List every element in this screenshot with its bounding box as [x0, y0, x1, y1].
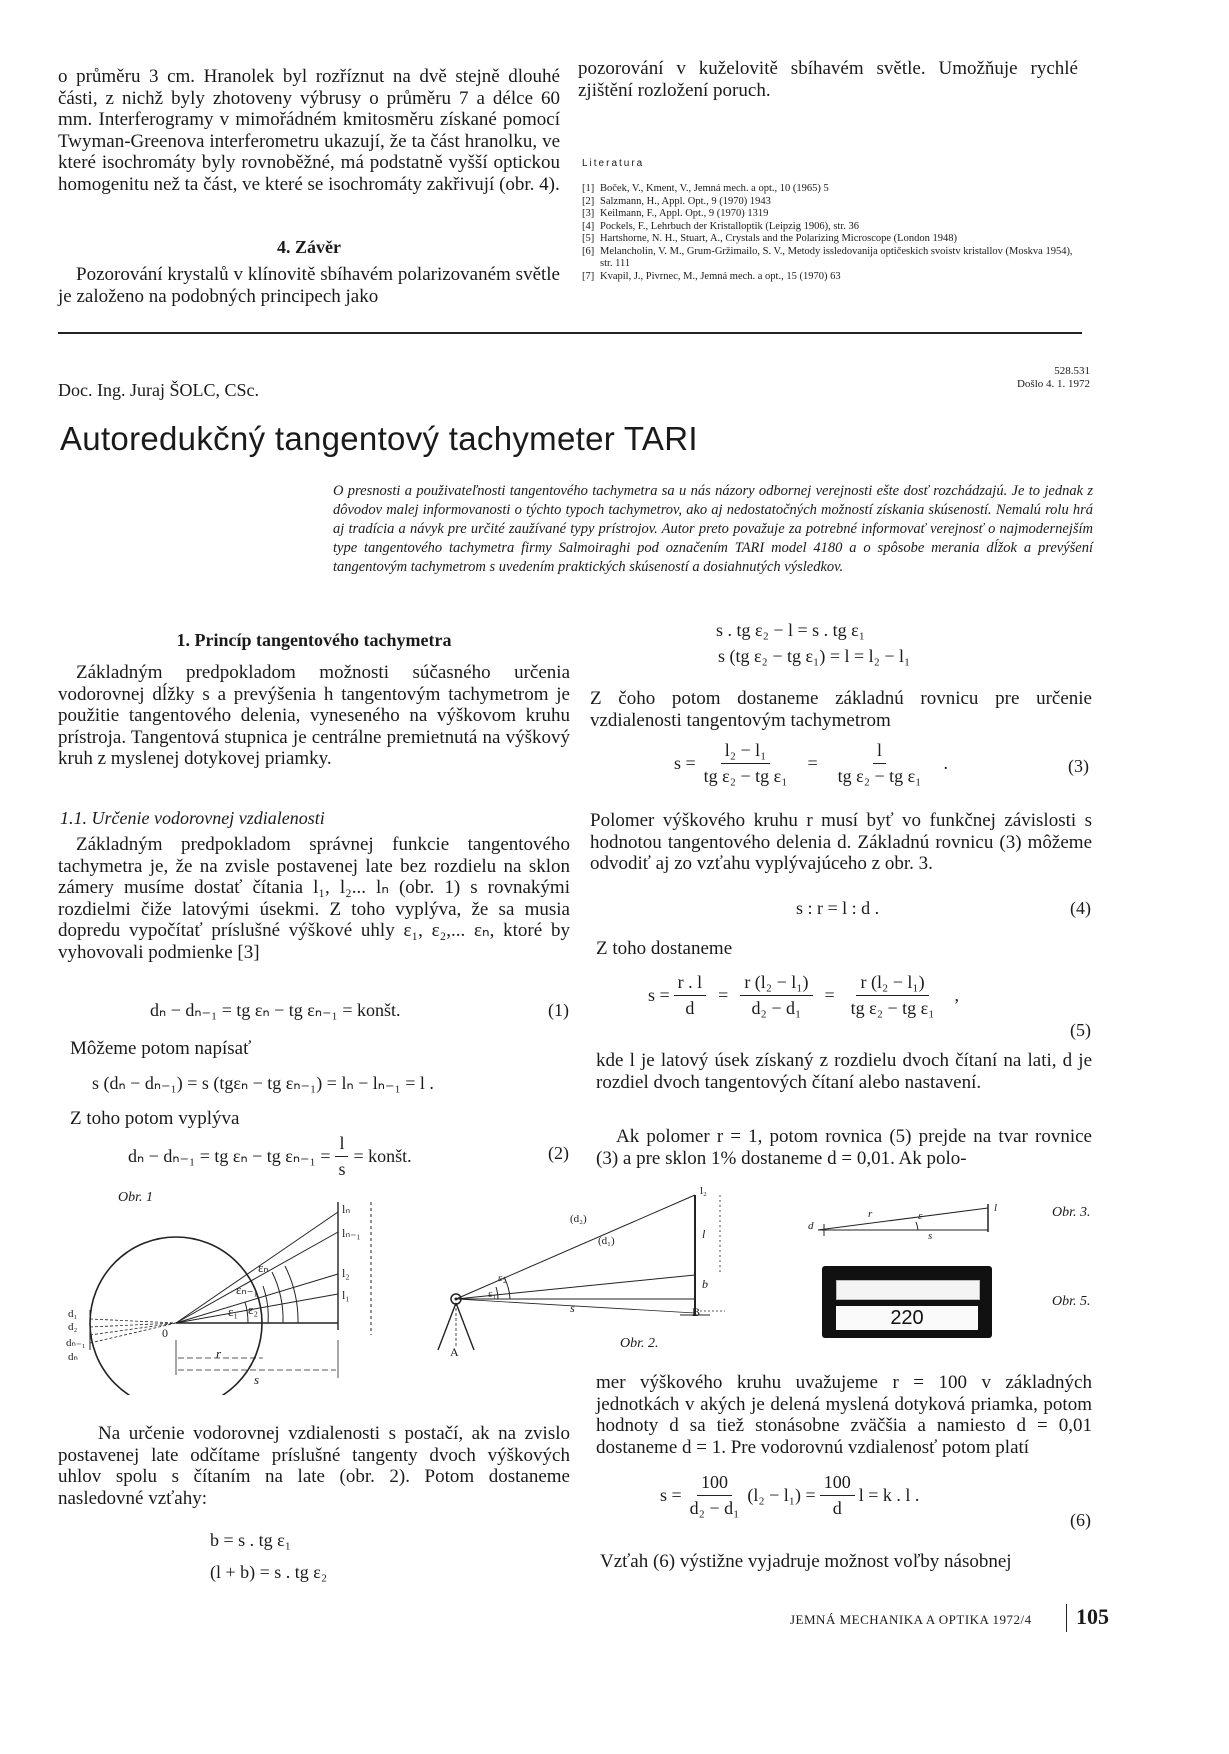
- paragraph-basic-equation: Z čoho potom dostaneme základnú rovnicu pre určenie vzdialenosti tangentovým tachymetrom: [590, 688, 1092, 731]
- section-4-heading: 4. Závěr: [277, 237, 341, 257]
- equation-a: s (dₙ − dₙ₋₁) = s (tgεₙ − tg εₙ₋₁) = lₙ − lₙ₋₁ = l .: [92, 1073, 434, 1093]
- label-d1: d₁: [68, 1308, 78, 1320]
- fraction-numerator: l: [873, 740, 886, 764]
- label-l: l: [994, 1202, 998, 1214]
- label-ln1: lₙ₋₁: [342, 1226, 361, 1240]
- fraction-denominator: d: [685, 998, 695, 1018]
- fraction-denominator: tg ε₂ − tg ε₁: [837, 766, 922, 786]
- label-dn: dₙ: [68, 1351, 78, 1363]
- fraction-numerator: r (l₂ − l₁): [740, 972, 812, 996]
- equation-c2: s (tg ε₂ − tg ε₁) = l = l₂ − l₁: [718, 646, 911, 666]
- paragraph-radius-100: mer výškového kruhu uvažujeme r = 100 v základných jednotkách v akých je delená myslená dotyková priamka, potom hodnoty d sa tiež stonásobne zväčšia a namiesto d = 0,01 dostaneme d = 1. Pre vodorovnú vzdialenosť potom platí: [596, 1372, 1092, 1458]
- literature-heading: Literatura: [582, 158, 645, 169]
- label-dn1: dₙ₋₁: [66, 1337, 86, 1349]
- paragraph-staff-section: kde l je latový úsek získaný z rozdielu dvoch čítaní na lati, d je rozdiel dvoch tangentových čítaní alebo nastavení.: [596, 1050, 1092, 1093]
- fraction-numerator: r (l₂ − l₁): [856, 972, 928, 996]
- reference-item: [2] Salzmann, H., Appl. Opt., 9 (1970) 1943: [582, 195, 771, 207]
- label-l: l: [702, 1227, 706, 1241]
- label-s: s: [928, 1230, 933, 1242]
- references-list: [582, 183, 1082, 283]
- figure-1: [58, 1190, 458, 1395]
- label-B: B: [692, 1305, 701, 1319]
- equation-1-number: (1): [548, 1000, 569, 1020]
- text-line: Môžeme potom napísať: [70, 1038, 252, 1059]
- article-meta: [900, 365, 1090, 391]
- equation-4: s : r = l : d .: [796, 898, 880, 918]
- subsection-1-1-paragraph: Základným predpokladom správnej funkcie tangentového tachymetra je, že na zvisle postavenej late bez rozdielu na sklon zámery musíme dostať čítania l₁, l₂... lₙ (obr. 1) s rovnakými rozdielmi čiže latovými úsekmi. Z toho vyplýva, že sa musia dopredu vypočítať príslušné výškové uhly ε₁, ε₂,... εₙ, ktoré by vyhovovali podmienke [3]: [58, 834, 570, 963]
- figure-2: [430, 1185, 760, 1365]
- equation-b1: b = s . tg ε₁: [210, 1530, 291, 1550]
- label-ln: lₙ: [342, 1202, 351, 1216]
- label-epsilon: ε: [918, 1210, 923, 1222]
- fraction-denominator: d₂ − d₁: [751, 998, 802, 1018]
- equation-6-number: (6): [1070, 1510, 1091, 1530]
- udc-code: 528.531: [1054, 365, 1090, 377]
- label-origin: 0: [162, 1326, 168, 1340]
- equation-2-number: (2): [548, 1143, 569, 1163]
- label-en: εₙ: [258, 1260, 269, 1275]
- reference-item: [4] Pockels, F., Lehrbuch der Kristalloptik (Leipzig 1906), str. 36: [582, 220, 859, 232]
- label-s: s: [254, 1372, 260, 1387]
- fraction-denominator: s: [338, 1159, 346, 1179]
- footer-divider: [1066, 1604, 1067, 1632]
- top-left-paragraph: o průměru 3 cm. Hranolek byl rozříznut na dvě stejně dlouhé části, z nichž byly zhotoveny výbrusy o průměru 7 a délce 60 mm. Interferogramy v mimořádném kmitosměru získané pomocí Twyman-Greenova interferometru ukazují, že ta část hranolku, ve které isochromáty byly rovnoběžné, má podstatně vyšší optickou homogenitu než ta část, ve které se isochromáty zakřivují (obr. 4).: [58, 66, 560, 195]
- reference-item: [5] Hartshorne, N. H., Stuart, A., Crystals and the Polarizing Microscope (London 1948): [582, 233, 957, 244]
- label-d: d: [808, 1220, 814, 1232]
- paragraph-vertical-staff: Na určenie vodorovnej vzdialenosti s postačí, ak na zvislo postavenej late odčítame príslušné tangenty dvoch výškových uhlov spolu s čítaním na late (obr. 2). Potom dostaneme nasledovné vzťahy:: [58, 1423, 570, 1509]
- reference-item: [1] Boček, V., Kment, V., Jemná mech. a opt., 10 (1965) 5: [582, 183, 829, 194]
- figure-3-drawing: [808, 1196, 1008, 1246]
- subsection-1-1-heading: 1.1. Určenie vodorovnej vzdialenosti: [60, 808, 325, 828]
- top-right-paragraph: pozorování v kuželovitě sbíhavém světle. Umožňuje rychlé zjištění rozložení poruch.: [578, 58, 1078, 101]
- label-r: r: [868, 1208, 873, 1220]
- equation-6: [660, 1472, 919, 1519]
- label-e2: ε₂: [498, 1272, 507, 1284]
- equation-4-number: (4): [1070, 898, 1091, 918]
- journal-footer: JEMNÁ MECHANIKA A OPTIKA 1972/4: [790, 1612, 1032, 1627]
- fraction-numerator: 100: [820, 1472, 855, 1496]
- reference-item: [6] Melancholin, V. M., Grum-Gržimailo, S. V., Metody issledovanija optičeskich svoistv kristallov (Moskva 1954), str. 111: [582, 245, 1073, 269]
- eq3-equals: =: [807, 753, 818, 773]
- fraction: [334, 1133, 349, 1180]
- equation-2-left: dₙ − dₙ₋₁ = tg εₙ − tg εₙ₋₁ =: [128, 1146, 331, 1166]
- text-line: Z toho potom vyplýva: [70, 1108, 240, 1129]
- eq6-lhs: s =: [660, 1485, 682, 1505]
- paragraph-radius: Polomer výškového kruhu r musí byť vo funkčnej závislosti s hodnotou tangentového delenia d. Základnú rovnicu (3) môžeme odvodiť aj zo vzťahu vyplývajúceho z obr. 3.: [590, 810, 1092, 874]
- label-l2: l₂: [700, 1185, 707, 1197]
- section-1-heading: 1. Princíp tangentového tachymetra: [176, 630, 452, 650]
- fraction-denominator: d₂ − d₁: [689, 1498, 740, 1518]
- label-e2: ε₂: [248, 1302, 258, 1317]
- scale-bar: [836, 1280, 980, 1300]
- label-b: b: [702, 1277, 708, 1291]
- figure-3-caption: Obr. 3.: [1052, 1205, 1091, 1220]
- article-title: Autoredukčný tangentový tachymeter TARI: [60, 420, 698, 457]
- eq6-middle: (l₂ − l₁) =: [747, 1485, 816, 1505]
- abstract: O presnosti a použivateľnosti tangentového tachymetra sa u nás názory odbornej verejnosti ešte dosť rozchádzajú. Je to jednak z dôvodov malej informovanosti o týchto typoch tachymetrov, ako aj nedostatočných možností získania skúseností. Nemalú rolu hrá aj tradícia a návyk pre určité zaužívané typy prístrojov. Autor preto považuje za potrebné informovať verejnosť o najmodernejším type tangentového tachymetra firmy Salmoiraghi pod označením TARI model 4180 a o spôsobe merania dĺžok a prevýšení tangentovým tachymetrom s uvedením praktických skúseností a dosiahnutých výsledkov.: [333, 483, 1093, 575]
- fraction: [834, 740, 926, 787]
- label-s: s: [570, 1301, 575, 1315]
- label-e1: ε₁: [228, 1304, 238, 1319]
- reading-value: 220: [836, 1306, 978, 1330]
- label-d2: d₂: [68, 1321, 78, 1333]
- label-l2: l₂: [342, 1266, 350, 1280]
- figure-3: [808, 1196, 1008, 1246]
- fraction-numerator: l₂ − l₁: [721, 740, 771, 764]
- equation-3-number: (3): [1068, 756, 1089, 776]
- equation-2: [128, 1133, 412, 1180]
- label-l1: l₁: [342, 1288, 350, 1302]
- fraction: [740, 972, 812, 1019]
- equation-5-number: (5): [1070, 1020, 1091, 1040]
- figure-1-caption: Obr. 1: [118, 1190, 154, 1205]
- reference-item: [3] Keilmann, F., Appl. Opt., 9 (1970) 1319: [582, 208, 769, 219]
- section-divider: [58, 332, 1082, 334]
- fraction: [674, 972, 707, 1019]
- equation-2-right: = konšt.: [353, 1146, 412, 1166]
- text-line: Z toho dostaneme: [596, 938, 733, 959]
- fraction-numerator: r . l: [674, 972, 707, 996]
- fraction: [700, 740, 792, 787]
- fraction: [686, 1472, 744, 1519]
- page-number: 105: [1076, 1604, 1109, 1629]
- figure-5-reading-window: [822, 1266, 992, 1338]
- figure-5-caption: Obr. 5.: [1052, 1294, 1091, 1309]
- paragraph-relation-6: Vzťah (6) výstižne vyjadruje možnost voľby násobnej: [600, 1551, 1012, 1572]
- eq5-lhs: s =: [648, 985, 670, 1005]
- fraction-denominator: d: [832, 1498, 842, 1518]
- paragraph-radius-one: Ak polomer r = 1, potom rovnica (5) prejde na tvar rovnice (3) a pre sklon 1% dostaneme d = 0,01. Ak polo-: [596, 1126, 1092, 1169]
- fraction-denominator: tg ε₂ − tg ε₁: [850, 998, 935, 1018]
- label-en1: εₙ₋₁: [236, 1282, 259, 1297]
- label-A: A: [450, 1345, 459, 1359]
- equation-3: s = $\frac{\text{l₂ − l₁}}{\text{tg ε₂ − tg ε₁}}$ = $\frac{l}{\text{tg ε₂ − tg ε₁}}$ .: [674, 740, 948, 786]
- received-date: Došlo 4. 1. 1972: [1016, 378, 1090, 390]
- author-line: Doc. Ing. Juraj ŠOLC, CSc.: [58, 380, 259, 400]
- reference-item: [7] Kvapil, J., Pivrnec, M., Jemná mech. a opt., 15 (1970) 63: [582, 270, 841, 282]
- label-r: r: [216, 1346, 222, 1361]
- fraction-numerator: l: [335, 1133, 348, 1157]
- equation-1: dₙ − dₙ₋₁ = tg εₙ − tg εₙ₋₁ = konšt.: [150, 1000, 401, 1020]
- label-d2-paren: (d₂): [570, 1213, 587, 1225]
- eq3-lhs: s =: [674, 753, 696, 773]
- figure-2-drawing: [430, 1185, 760, 1365]
- label-d1-paren: (d₁): [598, 1235, 615, 1247]
- label-e1: ε₁: [488, 1288, 497, 1300]
- equation-b2: (l + b) = s . tg ε₂: [210, 1562, 328, 1582]
- fraction: [820, 1472, 855, 1519]
- section-1-paragraph: Základným predpokladom možnosti súčasného určenia vodorovnej dĺžky s a prevýšenia h tangentovým tachymetrom je použitie tangentového delenia, vyneseného na výškovom kruhu prístroja. Tangentová stupnica je centrálne premietnutá na výškový kruh z myslenej dotykovej priamky.: [58, 662, 570, 769]
- section-4-paragraph: Pozorování krystalů v klínovitě sbíhavém polarizovaném světle je založeno na podobných principech jako: [58, 264, 560, 307]
- fraction-numerator: 100: [697, 1472, 732, 1496]
- fraction: [847, 972, 939, 1019]
- eq6-end: l = k . l .: [858, 1485, 920, 1505]
- equation-c1: s . tg ε₂ − l = s . tg ε₁: [716, 620, 865, 640]
- fraction-denominator: tg ε₂ − tg ε₁: [703, 766, 788, 786]
- equation-5: s = $\frac{r . l}{d}$ = $\frac{\text{r (l₂ − l₁)}}{\text{d₂ − d₁}}$ = $\frac{\text{r (l₂ − l₁)}}{\text{tg ε₂ − tg ε₁}}$ ,: [648, 972, 959, 1018]
- figure-2-caption: Obr. 2.: [620, 1336, 659, 1351]
